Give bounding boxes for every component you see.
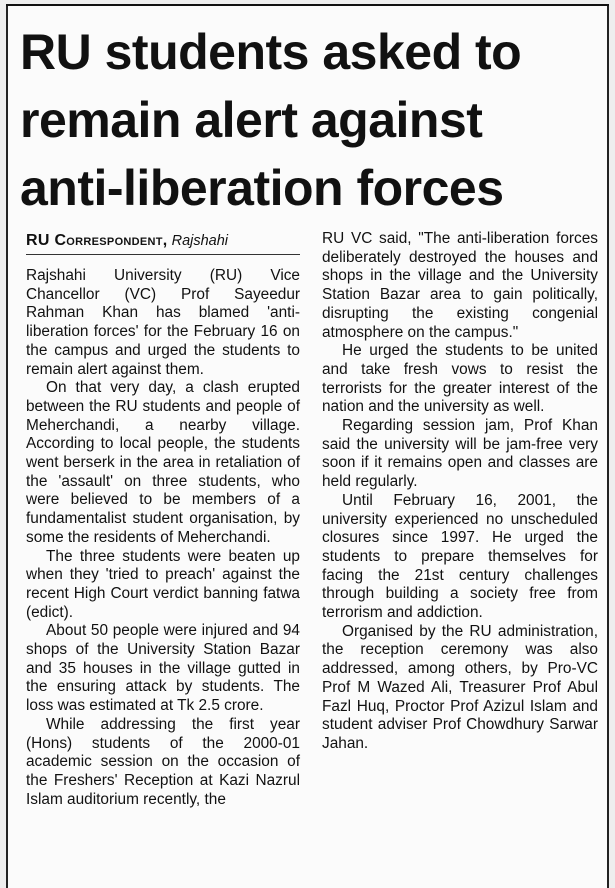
byline-rule [26,254,300,255]
paragraph: About 50 people were injured and 94 shops of the University Station Bazar and 35 houses in the village gutted in the ensuring attack by students. The loss was estimated at Tk 2.5 crore. [26,622,300,715]
paragraph: While addressing the first year (Hons) students of the 2000-01 academic session on the occasion of the Freshers' Reception at Kazi Nazrul Islam auditorium recently, the [26,715,300,808]
paragraph: RU VC said, "The anti-liberation forces deliberately destroyed the houses and shops in the village and the University Station Bazar area to gain politically, disrupting the existing congenial atmosphere on the campus." [322,230,598,341]
column-right [322,230,598,754]
byline-name: RU Correspondent, [26,232,168,249]
paragraph: On that very day, a clash erupted between the RU students and people of Meherchandi, a nearby village. According to local people, the students went berserk in the area in retaliation of the 'assault' on three students, who were believed to be members of a fundamentalist student organisation, by some the residents of Meherchandi. [26,379,300,546]
paragraph: Regarding session jam, Prof Khan said the university will be jam-free very soon if it remains open and classes are held regularly. [322,417,598,491]
byline [26,232,300,250]
column-left [26,232,300,809]
byline-place: Rajshahi [171,233,229,249]
paragraph: Until February 16, 2001, the university experienced no unscheduled closures since 1997. He urged the students to prepare themselves for facing the 21st century challenges through building a society free from terrorism and addiction. [322,491,598,622]
paragraph: Rajshahi University (RU) Vice Chancellor (VC) Prof Sayeedur Rahman Khan has blamed 'anti-liberation forces' for the February 16 on the campus and urged the students to remain alert against them. [26,267,300,378]
paragraph: He urged the students to be united and take fresh vows to resist the terrorists for the greater interest of the nation and the university as well. [322,342,598,416]
paragraph: Organised by the RU administration, the reception ceremony was also addressed, among others, by Pro-VC Prof M Wazed Ali, Treasurer Prof Abul Fazl Huq, Proctor Prof Azizul Islam and student adviser Prof Chowdhury Sarwar Jahan. [322,622,598,752]
headline: RU students asked to remain alert against anti-liberation forces [20,24,522,216]
paragraph: The three students were beaten up when they 'tried to preach' against the recent High Court verdict banning fatwa (edict). [26,547,300,621]
